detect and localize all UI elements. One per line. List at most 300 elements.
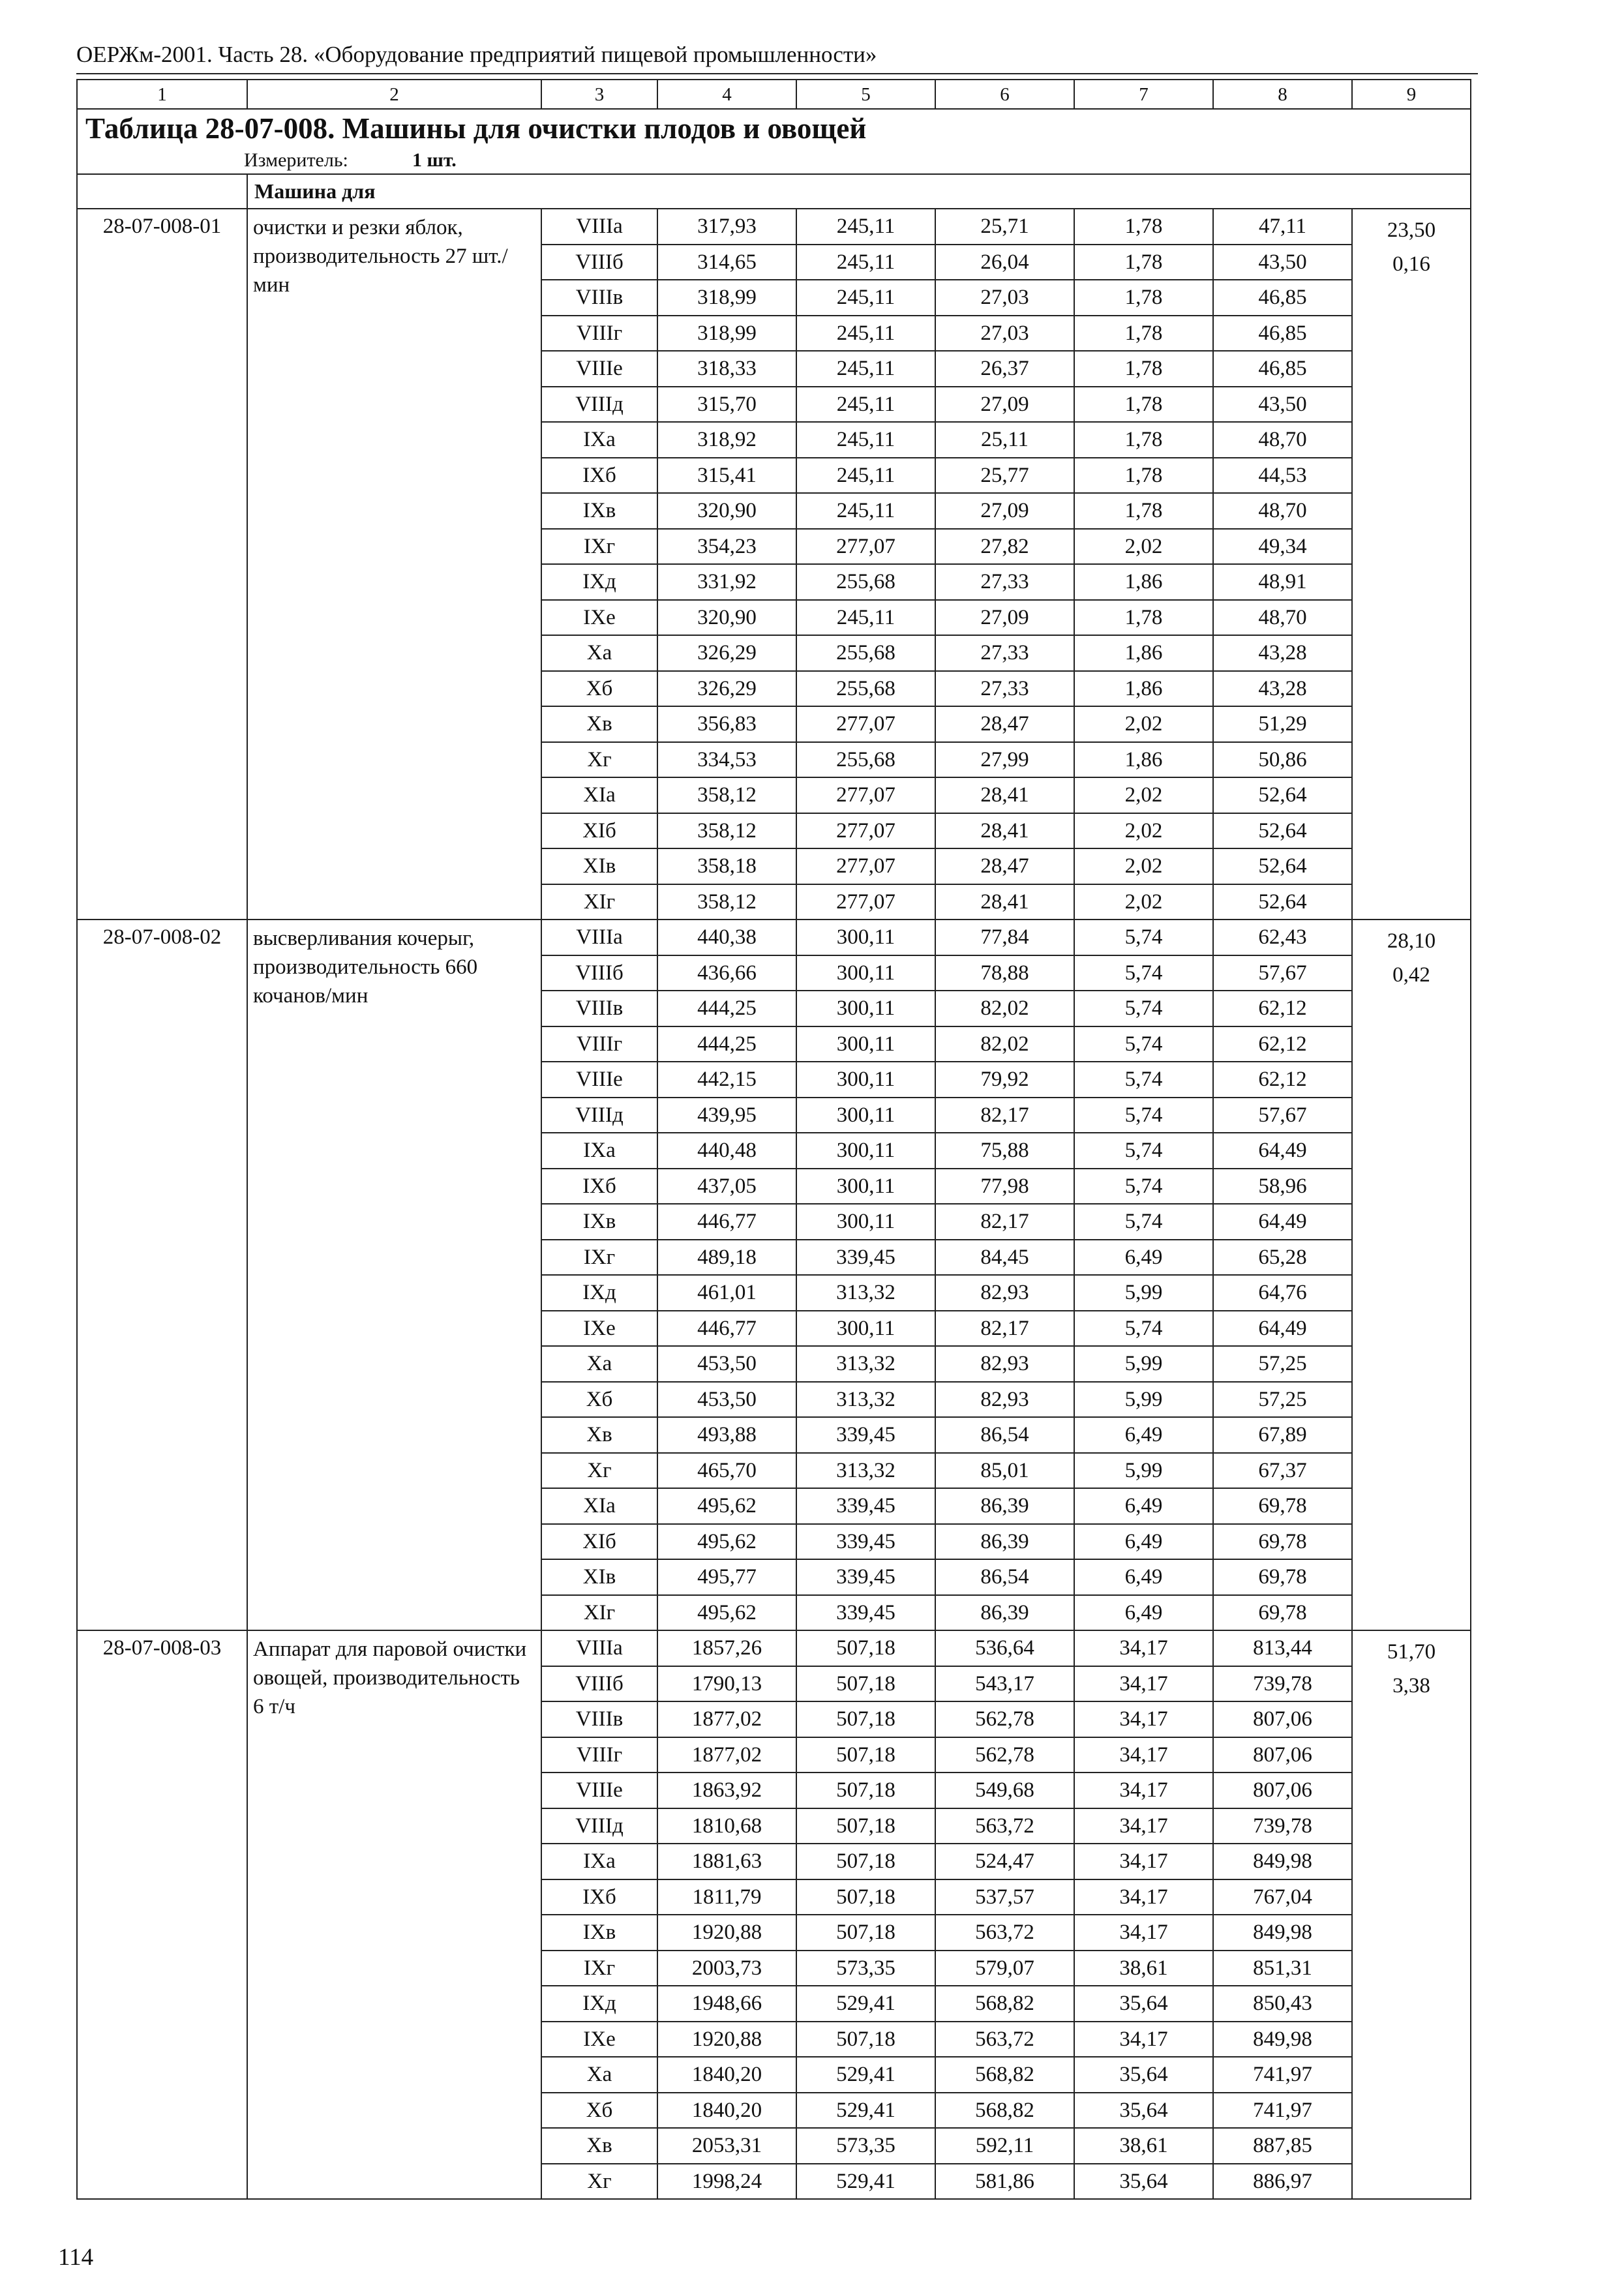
value-cell: 444,25 [657,991,796,1026]
value-cell: 5,74 [1074,1062,1213,1098]
value-cell: 313,32 [796,1275,935,1311]
value-cell: 507,18 [796,1844,935,1879]
value-cell: 28,47 [935,706,1074,742]
value-cell: 1811,79 [657,1879,796,1915]
value-cell: 1857,26 [657,1630,796,1666]
value-cell: 5,74 [1074,991,1213,1026]
value-cell: 86,39 [935,1488,1074,1524]
value-cell: 537,57 [935,1879,1074,1915]
zone-cell: IXб [541,1879,657,1915]
value-cell: 48,70 [1213,422,1352,458]
value-cell: 245,11 [796,458,935,494]
value-cell: 1998,24 [657,2164,796,2200]
zone-cell: IXд [541,564,657,600]
value-cell: 34,17 [1074,1666,1213,1702]
value-cell: 300,11 [796,1133,935,1169]
zone-cell: XIa [541,1488,657,1524]
value-cell: 35,64 [1074,2164,1213,2200]
value-cell: 507,18 [796,1737,935,1773]
zone-cell: VIIIa [541,209,657,245]
value-cell: 2,02 [1074,848,1213,884]
value-cell: 57,67 [1213,955,1352,991]
value-cell: 48,70 [1213,493,1352,529]
value-cell: 493,88 [657,1417,796,1453]
column-number: 7 [1074,80,1213,109]
zone-cell: XIв [541,1559,657,1595]
zone-cell: VIIIд [541,387,657,423]
column-9-value: 0,16 [1392,252,1430,276]
value-cell: 57,25 [1213,1346,1352,1382]
value-cell: 64,76 [1213,1275,1352,1311]
value-cell: 453,50 [657,1382,796,1418]
value-cell: 739,78 [1213,1666,1352,1702]
value-cell: 300,11 [796,1026,935,1062]
table-row [77,1630,1471,1666]
value-cell: 1,78 [1074,316,1213,352]
price-table [76,79,1471,2200]
column-9-value: 0,42 [1392,963,1430,987]
value-cell: 436,66 [657,955,796,991]
item-description: высверливания кочерыг, производительность 660 кочанов/мин [247,920,541,1630]
value-cell: 2,02 [1074,529,1213,565]
value-cell: 489,18 [657,1240,796,1276]
zone-cell: Xб [541,1382,657,1418]
value-cell: 5,74 [1074,1204,1213,1240]
value-cell: 82,93 [935,1346,1074,1382]
value-cell: 27,09 [935,600,1074,636]
value-cell: 255,68 [796,635,935,671]
value-cell: 27,03 [935,280,1074,316]
value-cell: 57,67 [1213,1098,1352,1133]
value-cell: 34,17 [1074,1737,1213,1773]
value-cell: 807,06 [1213,1773,1352,1808]
zone-cell: Xг [541,1453,657,1489]
value-cell: 444,25 [657,1026,796,1062]
value-cell: 543,17 [935,1666,1074,1702]
value-cell: 52,64 [1213,777,1352,813]
table-row [77,920,1471,955]
zone-cell: Xб [541,671,657,707]
value-cell: 27,33 [935,635,1074,671]
value-cell: 46,85 [1213,351,1352,387]
value-cell: 27,09 [935,493,1074,529]
zone-cell: IXв [541,493,657,529]
value-cell: 741,97 [1213,2057,1352,2093]
value-cell: 529,41 [796,1986,935,2022]
page-number: 114 [58,2244,94,2271]
value-cell: 46,85 [1213,316,1352,352]
value-cell: 245,11 [796,387,935,423]
value-cell: 1,78 [1074,351,1213,387]
value-cell: 313,32 [796,1382,935,1418]
value-cell: 277,07 [796,706,935,742]
zone-cell: XIa [541,777,657,813]
value-cell: 1840,20 [657,2093,796,2129]
zone-cell: IXд [541,1986,657,2022]
column-9-values [1352,209,1471,920]
zone-cell: VIIIe [541,351,657,387]
value-cell: 1,78 [1074,280,1213,316]
zone-cell: Xa [541,1346,657,1382]
group-label-cell [247,174,1471,209]
value-cell: 465,70 [657,1453,796,1489]
value-cell: 579,07 [935,1951,1074,1986]
value-cell: 581,86 [935,2164,1074,2200]
zone-cell: Xв [541,2128,657,2164]
value-cell: 67,89 [1213,1417,1352,1453]
value-cell: 57,25 [1213,1382,1352,1418]
value-cell: 334,53 [657,742,796,778]
value-cell: 573,35 [796,2128,935,2164]
value-cell: 245,11 [796,209,935,245]
value-cell: 52,64 [1213,848,1352,884]
value-cell: 77,84 [935,920,1074,955]
value-cell: 524,47 [935,1844,1074,1879]
value-cell: 82,17 [935,1204,1074,1240]
value-cell: 300,11 [796,1098,935,1133]
column-number: 6 [935,80,1074,109]
value-cell: 38,61 [1074,2128,1213,2164]
value-cell: 851,31 [1213,1951,1352,1986]
value-cell: 27,09 [935,387,1074,423]
value-cell: 47,11 [1213,209,1352,245]
item-code: 28-07-008-03 [77,1630,247,2199]
zone-cell: IXa [541,1844,657,1879]
value-cell: 245,11 [796,280,935,316]
value-cell: 78,88 [935,955,1074,991]
value-cell: 51,29 [1213,706,1352,742]
value-cell: 318,92 [657,422,796,458]
value-cell: 1,86 [1074,635,1213,671]
zone-cell: VIIIв [541,280,657,316]
value-cell: 69,78 [1213,1524,1352,1560]
value-cell: 326,29 [657,671,796,707]
item-description: Аппарат для паровой очистки овощей, производительность 6 т/ч [247,1630,541,2199]
value-cell: 1920,88 [657,2022,796,2057]
item-description: очистки и резки яблок, производительность 27 шт./мин [247,209,541,920]
value-cell: 2053,31 [657,2128,796,2164]
value-cell: 52,64 [1213,813,1352,849]
value-cell: 82,17 [935,1098,1074,1133]
zone-cell: VIIIe [541,1062,657,1098]
value-cell: 507,18 [796,1773,935,1808]
value-cell: 62,12 [1213,1026,1352,1062]
value-cell: 495,62 [657,1488,796,1524]
value-cell: 495,62 [657,1524,796,1560]
zone-cell: VIIIг [541,1737,657,1773]
value-cell: 1,78 [1074,422,1213,458]
value-cell: 315,70 [657,387,796,423]
value-cell: 300,11 [796,1311,935,1347]
value-cell: 5,74 [1074,1311,1213,1347]
value-cell: 52,64 [1213,884,1352,920]
value-cell: 82,17 [935,1311,1074,1347]
value-cell: 1,78 [1074,600,1213,636]
value-cell: 300,11 [796,1169,935,1204]
value-cell: 25,77 [935,458,1074,494]
value-cell: 568,82 [935,2057,1074,2093]
column-number: 1 [77,80,247,109]
value-cell: 507,18 [796,1630,935,1666]
value-cell: 573,35 [796,1951,935,1986]
zone-cell: VIIIг [541,1026,657,1062]
value-cell: 767,04 [1213,1879,1352,1915]
value-cell: 568,82 [935,1986,1074,2022]
value-cell: 300,11 [796,955,935,991]
value-cell: 86,54 [935,1417,1074,1453]
value-cell: 507,18 [796,1879,935,1915]
value-cell: 1863,92 [657,1773,796,1808]
value-cell: 453,50 [657,1346,796,1382]
column-number: 5 [796,80,935,109]
value-cell: 277,07 [796,848,935,884]
value-cell: 331,92 [657,564,796,600]
value-cell: 568,82 [935,2093,1074,2129]
value-cell: 358,18 [657,848,796,884]
value-cell: 27,33 [935,564,1074,600]
value-cell: 1790,13 [657,1666,796,1702]
value-cell: 318,99 [657,280,796,316]
value-cell: 300,11 [796,991,935,1026]
measurement-unit: 1 шт. [412,149,457,171]
value-cell: 1948,66 [657,1986,796,2022]
value-cell: 255,68 [796,671,935,707]
value-cell: 318,99 [657,316,796,352]
value-cell: 562,78 [935,1737,1074,1773]
value-cell: 562,78 [935,1701,1074,1737]
value-cell: 82,02 [935,1026,1074,1062]
value-cell: 277,07 [796,884,935,920]
value-cell: 1877,02 [657,1701,796,1737]
page-header: ОЕРЖм-2001. Часть 28. «Оборудование предприятий пищевой промышленности» [76,42,877,67]
value-cell: 339,45 [796,1417,935,1453]
value-cell: 69,78 [1213,1488,1352,1524]
value-cell: 64,49 [1213,1204,1352,1240]
column-number: 4 [657,80,796,109]
value-cell: 461,01 [657,1275,796,1311]
value-cell: 507,18 [796,2022,935,2057]
value-cell: 849,98 [1213,2022,1352,2057]
value-cell: 739,78 [1213,1808,1352,1844]
value-cell: 277,07 [796,777,935,813]
value-cell: 507,18 [796,1808,935,1844]
value-cell: 314,65 [657,245,796,280]
zone-cell: IXв [541,1204,657,1240]
value-cell: 1,78 [1074,458,1213,494]
item-code: 28-07-008-02 [77,920,247,1630]
zone-cell: IXг [541,529,657,565]
value-cell: 75,88 [935,1133,1074,1169]
value-cell: 43,28 [1213,635,1352,671]
zone-cell: IXг [541,1951,657,1986]
value-cell: 50,86 [1213,742,1352,778]
value-cell: 245,11 [796,422,935,458]
value-cell: 315,41 [657,458,796,494]
value-cell: 34,17 [1074,1630,1213,1666]
column-9-value: 23,50 [1387,218,1436,242]
measurement-label: Измеритель: [244,149,348,171]
value-cell: 34,17 [1074,1915,1213,1951]
value-cell: 1877,02 [657,1737,796,1773]
zone-cell: XIг [541,1595,657,1631]
value-cell: 850,43 [1213,1986,1352,2022]
value-cell: 313,32 [796,1453,935,1489]
value-cell: 27,99 [935,742,1074,778]
value-cell: 446,77 [657,1204,796,1240]
value-cell: 6,49 [1074,1417,1213,1453]
zone-cell: VIIIe [541,1773,657,1808]
zone-cell: VIIIб [541,1666,657,1702]
value-cell: 5,74 [1074,1169,1213,1204]
value-cell: 62,12 [1213,991,1352,1026]
zone-cell: VIIIa [541,920,657,955]
value-cell: 43,50 [1213,245,1352,280]
zone-cell: IXe [541,2022,657,2057]
value-cell: 849,98 [1213,1844,1352,1879]
value-cell: 536,64 [935,1630,1074,1666]
value-cell: 1881,63 [657,1844,796,1879]
column-9-values [1352,1630,1471,2199]
column-9-value: 3,38 [1392,1674,1430,1698]
value-cell: 6,49 [1074,1559,1213,1595]
value-cell: 1,78 [1074,209,1213,245]
zone-cell: Xa [541,635,657,671]
zone-cell: IXб [541,1169,657,1204]
value-cell: 58,96 [1213,1169,1352,1204]
value-cell: 28,47 [935,848,1074,884]
column-number: 3 [541,80,657,109]
value-cell: 5,74 [1074,1026,1213,1062]
value-cell: 85,01 [935,1453,1074,1489]
zone-cell: IXд [541,1275,657,1311]
value-cell: 437,05 [657,1169,796,1204]
value-cell: 26,04 [935,245,1074,280]
value-cell: 446,77 [657,1311,796,1347]
value-cell: 1,86 [1074,564,1213,600]
zone-cell: IXa [541,1133,657,1169]
value-cell: 358,12 [657,777,796,813]
value-cell: 2,02 [1074,884,1213,920]
zone-cell: VIIIб [541,955,657,991]
value-cell: 5,74 [1074,920,1213,955]
value-cell: 35,64 [1074,1986,1213,2022]
zone-cell: IXa [541,422,657,458]
value-cell: 529,41 [796,2164,935,2200]
value-cell: 354,23 [657,529,796,565]
column-9-value: 28,10 [1387,929,1436,953]
value-cell: 2,02 [1074,813,1213,849]
value-cell: 34,17 [1074,2022,1213,2057]
zone-cell: Xб [541,2093,657,2129]
value-cell: 300,11 [796,1204,935,1240]
value-cell: 5,99 [1074,1346,1213,1382]
item-code: 28-07-008-01 [77,209,247,920]
value-cell: 48,70 [1213,600,1352,636]
value-cell: 28,41 [935,777,1074,813]
value-cell: 807,06 [1213,1701,1352,1737]
value-cell: 2,02 [1074,777,1213,813]
zone-cell: Xг [541,742,657,778]
group-label: Машина для [254,179,376,203]
value-cell: 255,68 [796,742,935,778]
value-cell: 440,48 [657,1133,796,1169]
value-cell: 813,44 [1213,1630,1352,1666]
column-9-values [1352,920,1471,1630]
zone-cell: Xг [541,2164,657,2200]
zone-cell: IXe [541,600,657,636]
value-cell: 34,17 [1074,1879,1213,1915]
value-cell: 2,02 [1074,706,1213,742]
zone-cell: VIIIб [541,245,657,280]
value-cell: 339,45 [796,1524,935,1560]
value-cell: 245,11 [796,493,935,529]
value-cell: 442,15 [657,1062,796,1098]
value-cell: 79,92 [935,1062,1074,1098]
value-cell: 77,98 [935,1169,1074,1204]
value-cell: 27,33 [935,671,1074,707]
value-cell: 440,38 [657,920,796,955]
zone-cell: IXe [541,1311,657,1347]
value-cell: 86,39 [935,1524,1074,1560]
table-row [77,209,1471,245]
value-cell: 245,11 [796,351,935,387]
value-cell: 1,86 [1074,742,1213,778]
zone-cell: IXб [541,458,657,494]
value-cell: 339,45 [796,1240,935,1276]
value-cell: 34,17 [1074,1701,1213,1737]
value-cell: 44,53 [1213,458,1352,494]
value-cell: 34,17 [1074,1808,1213,1844]
value-cell: 1,78 [1074,245,1213,280]
value-cell: 1920,88 [657,1915,796,1951]
value-cell: 86,39 [935,1595,1074,1631]
value-cell: 1840,20 [657,2057,796,2093]
value-cell: 317,93 [657,209,796,245]
group-row-blank [77,174,247,209]
value-cell: 5,74 [1074,1133,1213,1169]
zone-cell: VIIIa [541,1630,657,1666]
value-cell: 65,28 [1213,1240,1352,1276]
zone-cell: IXв [541,1915,657,1951]
value-cell: 358,12 [657,884,796,920]
value-cell: 549,68 [935,1773,1074,1808]
zone-cell: VIIIд [541,1098,657,1133]
value-cell: 48,91 [1213,564,1352,600]
value-cell: 43,28 [1213,671,1352,707]
value-cell: 507,18 [796,1915,935,1951]
value-cell: 46,85 [1213,280,1352,316]
value-cell: 82,02 [935,991,1074,1026]
column-number-row [77,80,1471,109]
value-cell: 1810,68 [657,1808,796,1844]
value-cell: 741,97 [1213,2093,1352,2129]
column-number: 9 [1352,80,1471,109]
header-rule [76,73,1478,74]
value-cell: 25,71 [935,209,1074,245]
zone-cell: VIIIд [541,1808,657,1844]
value-cell: 49,34 [1213,529,1352,565]
value-cell: 313,32 [796,1346,935,1382]
value-cell: 62,43 [1213,920,1352,955]
value-cell: 69,78 [1213,1559,1352,1595]
value-cell: 358,12 [657,813,796,849]
value-cell: 318,33 [657,351,796,387]
zone-cell: XIв [541,848,657,884]
value-cell: 277,07 [796,813,935,849]
value-cell: 320,90 [657,493,796,529]
value-cell: 849,98 [1213,1915,1352,1951]
zone-cell: Xa [541,2057,657,2093]
